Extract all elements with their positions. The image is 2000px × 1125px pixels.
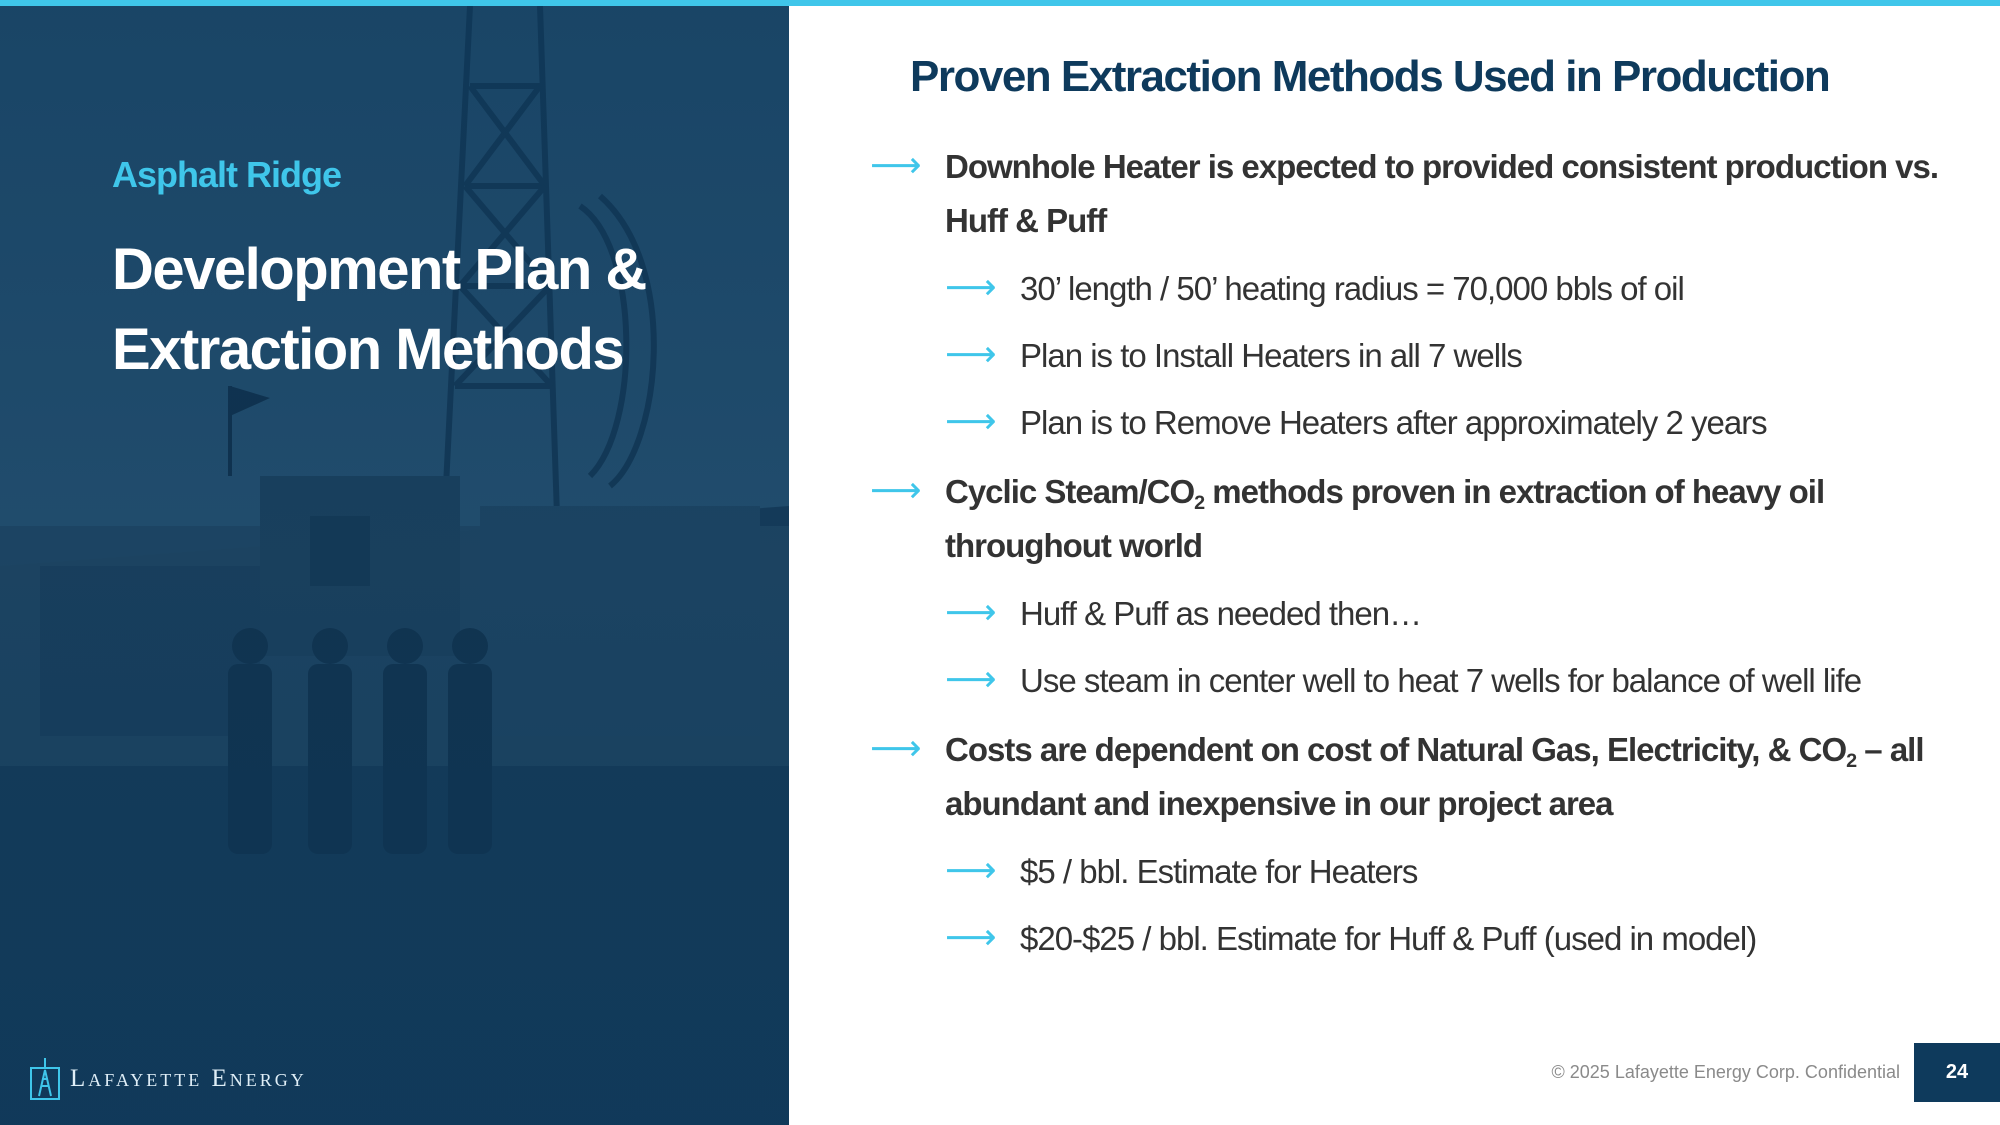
left-panel [0, 6, 789, 1125]
page-title [112, 230, 752, 390]
arrow-icon: ⟶ [945, 916, 996, 957]
sub-bullet-text: 30’ length / 50’ heating radius = 70,000 bbls of oil [1020, 270, 1684, 307]
bullet-cyclic-steam [870, 465, 1950, 573]
arrow-icon: ⟶ [945, 400, 996, 441]
bullet-text-a: Cyclic Steam/CO [945, 473, 1195, 510]
bullet-downhole-heater [870, 140, 1950, 248]
sub-bullet-text: Plan is to Remove Heaters after approximately 2 years [1020, 404, 1767, 441]
confidential-notice: © 2025 Lafayette Energy Corp. Confidential [1551, 1062, 1900, 1082]
arrow-icon: ⟶ [945, 333, 996, 374]
sub-bullet-text: Huff & Puff as needed then… [1020, 595, 1422, 632]
subscript-2: 2 [1846, 750, 1857, 772]
arrow-icon: ⟶ [945, 266, 996, 307]
title-line-2: Extraction Methods [112, 317, 624, 382]
logo-text: Lafayette Energy [70, 1065, 307, 1092]
company-logo [30, 1058, 307, 1100]
sub-bullet [870, 264, 1950, 314]
arrow-icon: ⟶ [945, 658, 996, 699]
sub-bullet [870, 589, 1950, 639]
arrow-icon: ⟶ [945, 591, 996, 632]
section-subtitle: Asphalt Ridge [112, 154, 342, 195]
bullet-text-b: methods proven in extraction of heavy oil throughout world [945, 473, 1825, 564]
arrow-icon: ⟶ [870, 469, 921, 510]
sub-bullet-text: Plan is to Install Heaters in all 7 wells [1020, 337, 1522, 374]
sub-bullet [870, 398, 1950, 448]
title-line-1: Development Plan & [112, 237, 646, 302]
bullet-text-a: Costs are dependent on cost of Natural Gas, Electricity, & CO [945, 731, 1847, 768]
bullet-list [870, 140, 1950, 981]
sub-bullet [870, 656, 1950, 706]
bullet-costs [870, 723, 1950, 831]
sub-bullet [870, 331, 1950, 381]
page-number: 24 [1914, 1043, 2000, 1102]
sub-bullet-text: $20-$25 / bbl. Estimate for Huff & Puff (used in model) [1020, 920, 1757, 957]
sub-bullet-text: $5 / bbl. Estimate for Heaters [1020, 853, 1418, 890]
sub-bullet [870, 847, 1950, 897]
arrow-icon: ⟶ [870, 144, 921, 185]
arrow-icon: ⟶ [945, 849, 996, 890]
bullet-text-b: – all abundant and inexpensive in our project area [945, 731, 1924, 822]
sub-bullet [870, 914, 1950, 964]
derrick-icon [30, 1058, 60, 1100]
bullet-text: Downhole Heater is expected to provided consistent production vs. Huff & Puff [945, 148, 1939, 239]
sub-bullet-text: Use steam in center well to heat 7 wells for balance of well life [1020, 662, 1862, 699]
content-title: Proven Extraction Methods Used in Production [910, 52, 1830, 101]
subscript-2: 2 [1194, 492, 1205, 514]
arrow-icon: ⟶ [870, 727, 921, 768]
